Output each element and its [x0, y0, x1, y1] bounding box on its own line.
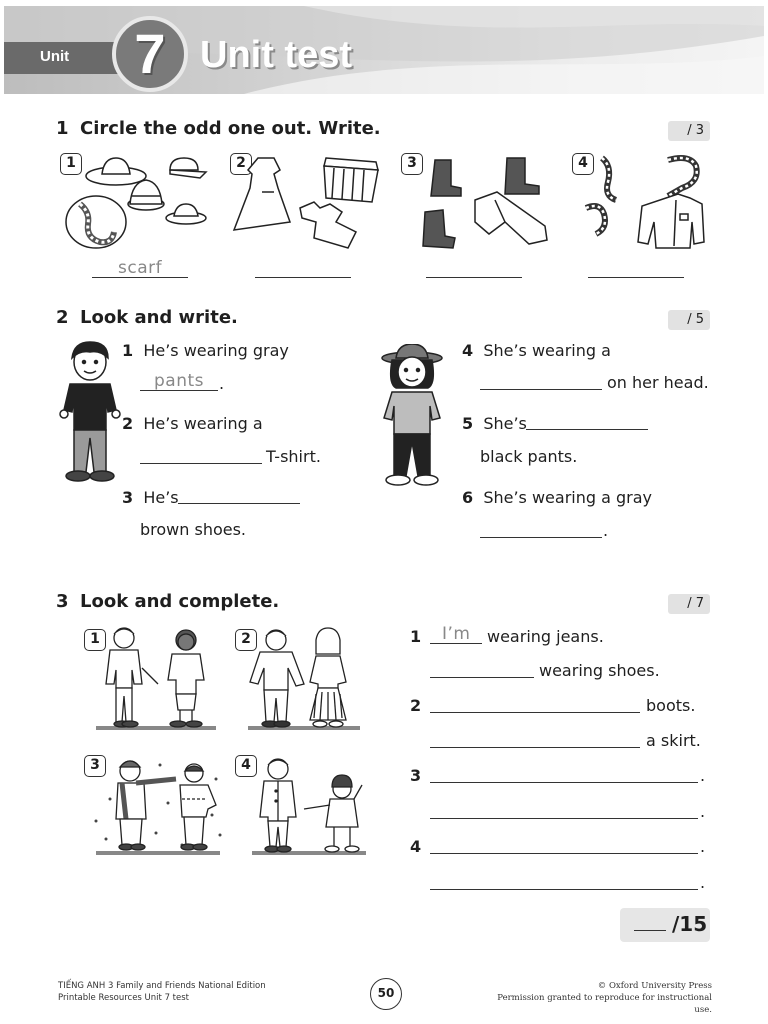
s2-item-6-number: 6	[462, 488, 474, 507]
unit-header	[4, 6, 764, 94]
section-1-number: 1	[56, 118, 69, 139]
group-3-clothes-image	[401, 152, 561, 252]
s3-item-3-line2-answer[interactable]	[430, 818, 698, 819]
group-2-clothes-image	[230, 152, 390, 252]
group-3-number: 3	[401, 153, 423, 175]
group-2-number: 2	[230, 153, 252, 175]
footer-book-title: TIẾNG ANH 3 Family and Friends National Edition	[58, 981, 266, 991]
s2-item-3-number: 3	[122, 488, 134, 507]
s3-item-1-answer: I’m	[442, 624, 471, 644]
s3-item-4-line2-tail: .	[700, 873, 706, 892]
s2-item-4	[462, 341, 611, 360]
s2-item-5-answer-line[interactable]	[526, 429, 648, 430]
total-score-box	[620, 908, 710, 942]
total-score-line[interactable]	[634, 930, 666, 931]
s2-item-6-text: She’s wearing a gray	[483, 488, 652, 507]
s2-item-1-tail: .	[219, 374, 225, 393]
group-4-answer-line[interactable]	[588, 277, 684, 278]
s3-item-4-line2-answer[interactable]	[430, 889, 698, 890]
footer-resource-title: Printable Resources Unit 7 test	[58, 993, 189, 1003]
s2-item-3	[122, 488, 179, 507]
section-1-instruction: Circle the odd one out. Write.	[80, 118, 381, 139]
picture-1-number: 1	[84, 629, 106, 651]
picture-3-image	[86, 755, 226, 859]
section-3-score: / 7	[668, 594, 710, 614]
s3-item-4-number: 4	[410, 837, 422, 856]
section-3-instruction: Look and complete.	[80, 591, 280, 612]
s2-item-3-tail: brown shoes.	[140, 520, 247, 539]
s3-item-2-line1-tail: boots.	[646, 696, 696, 715]
s3-item-2-number: 2	[410, 696, 422, 715]
s2-item-1-answer: pants	[154, 371, 205, 391]
footer-left	[58, 980, 266, 1004]
boy-image	[56, 340, 122, 486]
s2-item-2-number: 2	[122, 414, 134, 433]
section-3-title	[56, 591, 279, 612]
section-1-title	[56, 118, 381, 139]
section-3-number: 3	[56, 591, 69, 612]
s2-item-2-text: He’s wearing a	[143, 414, 263, 433]
s3-item-2-line1-answer[interactable]	[430, 712, 640, 713]
group-1-clothes-image	[60, 152, 220, 252]
s2-item-6	[462, 488, 652, 507]
s2-item-5-tail: black pants.	[480, 447, 578, 466]
group-2-answer-line[interactable]	[255, 277, 351, 278]
s2-item-1	[122, 341, 289, 360]
girl-image	[378, 344, 448, 490]
total-score-max: /15	[672, 912, 708, 936]
s2-item-6-tail: .	[603, 521, 609, 540]
s2-item-3-text: He’s	[143, 488, 179, 507]
group-4-number: 4	[572, 153, 594, 175]
footer-copyright: © Oxford University Press	[597, 981, 712, 991]
section-2-number: 2	[56, 307, 69, 328]
group-1-number: 1	[60, 153, 82, 175]
s2-item-1-number: 1	[122, 341, 134, 360]
page-number: 50	[370, 978, 402, 1010]
s2-item-4-tail: on her head.	[607, 373, 709, 392]
group-1-answer: scarf	[118, 258, 163, 278]
s2-item-2-answer-line[interactable]	[140, 463, 262, 464]
s2-item-6-answer-line[interactable]	[480, 537, 602, 538]
s2-item-2-tail: T-shirt.	[266, 447, 321, 466]
s2-item-3-answer-line[interactable]	[178, 503, 300, 504]
s3-item-1-line1-tail: wearing jeans.	[487, 627, 604, 646]
s3-item-3-line1-tail: .	[700, 766, 706, 785]
s2-item-4-answer-line[interactable]	[480, 389, 602, 390]
section-1-score: / 3	[668, 121, 710, 141]
s3-item-4-line1-answer[interactable]	[430, 853, 698, 854]
s2-item-5-text: She’s	[483, 414, 527, 433]
picture-2-number: 2	[235, 629, 257, 651]
group-4-clothes-image	[572, 152, 712, 252]
unit-tab	[4, 42, 122, 74]
s3-item-1-line2-answer[interactable]	[430, 677, 534, 678]
s3-item-2-line2-answer[interactable]	[430, 747, 640, 748]
s2-item-4-number: 4	[462, 341, 474, 360]
page-title: Unit test	[200, 34, 352, 76]
picture-3-number: 3	[84, 755, 106, 777]
footer-right	[480, 980, 712, 1016]
picture-4-number: 4	[235, 755, 257, 777]
unit-label: Unit	[40, 48, 70, 65]
footer-permission: Permission granted to reproduce for instructional use.	[497, 993, 712, 1015]
s3-item-4-line1-tail: .	[700, 837, 706, 856]
group-3-answer-line[interactable]	[426, 277, 522, 278]
s2-item-2	[122, 414, 263, 433]
section-2-score: / 5	[668, 310, 710, 330]
section-2-instruction: Look and write.	[80, 307, 238, 328]
unit-number-badge	[112, 16, 188, 92]
s3-item-2-line2-tail: a skirt.	[646, 731, 701, 750]
picture-4-image	[238, 755, 378, 859]
unit-number: 7	[134, 22, 166, 85]
s3-item-3-number: 3	[410, 766, 422, 785]
s2-item-1-text: He’s wearing gray	[143, 341, 289, 360]
s2-item-4-text: She’s wearing a	[483, 341, 611, 360]
s3-item-1-line2-tail: wearing shoes.	[539, 661, 660, 680]
s3-item-3-line1-answer[interactable]	[430, 782, 698, 783]
s3-item-1-number: 1	[410, 627, 422, 646]
s3-item-3-line2-tail: .	[700, 802, 706, 821]
section-2-title	[56, 307, 238, 328]
s2-item-5	[462, 414, 527, 433]
s2-item-5-number: 5	[462, 414, 474, 433]
